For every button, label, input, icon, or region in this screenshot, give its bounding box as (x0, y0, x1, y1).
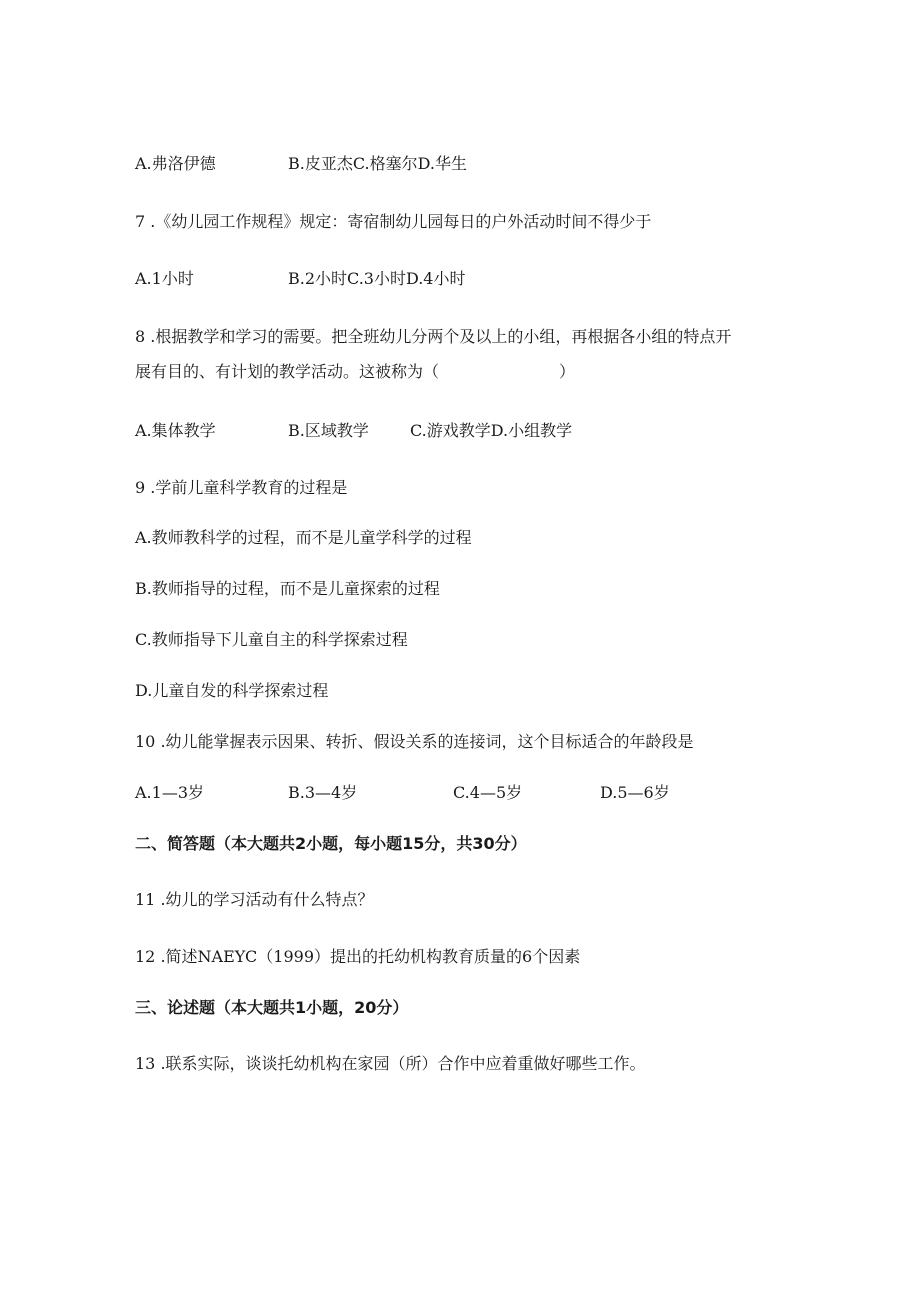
q9-option-d: D.儿童自发的科学探索过程 (135, 681, 329, 700)
q7-options (135, 269, 466, 289)
q10-stem: 10 .幼儿能掌握表示因果、转折、假设关系的连接词，这个目标适合的年龄段是 (135, 732, 694, 751)
q9-option-a: A.教师教科学的过程，而不是儿童学科学的过程 (135, 528, 472, 547)
q8-stem-line2-end: ） (559, 362, 576, 381)
q12-stem: 12 .简述NAEYC（1999）提出的托幼机构教育质量的6个因素 (135, 947, 581, 966)
q8-option-b: B.区域教学 (288, 421, 369, 440)
q8-stem-line2-start: 展有目的、有计划的教学活动。这被称为（ (135, 362, 440, 381)
q10-option-c: C.4—5岁 (453, 783, 523, 802)
q9-option-b: B.教师指导的过程，而不是儿童探索的过程 (135, 579, 440, 598)
q8-options-cd: C.游戏教学D.小组教学 (410, 421, 573, 440)
q6-options-rest: B.皮亚杰C.格塞尔D.华生 (288, 154, 467, 173)
section-heading-essay: 三、论述题（本大题共1小题，20分） (135, 998, 409, 1017)
q6-options (135, 154, 467, 174)
section-heading-short-answer: 二、简答题（本大题共2小题，每小题15分，共30分） (135, 834, 527, 853)
q10-option-a: A.1—3岁 (135, 783, 205, 802)
q11-stem: 11 .幼儿的学习活动有什么特点？ (135, 890, 374, 909)
q8-stem-line1: 8 .根据教学和学习的需要。把全班幼儿分两个及以上的小组，再根据各小组的特点开 (135, 327, 732, 346)
q7-options-rest: B.2小时C.3小时D.4小时 (288, 269, 466, 288)
q7-stem: 7 .《幼儿园工作规程》规定：寄宿制幼儿园每日的户外活动时间不得少于 (135, 212, 652, 231)
q10-option-d: D.5—6岁 (600, 783, 670, 802)
q10-option-b: B.3—4岁 (288, 783, 358, 802)
q13-stem: 13 .联系实际，谈谈托幼机构在家园（所）合作中应着重做好哪些工作。 (135, 1054, 646, 1073)
q7-option-a: A.1小时 (135, 269, 194, 288)
q8-options (135, 421, 573, 441)
q8-option-a: A.集体教学 (135, 421, 216, 440)
q6-option-a: A.弗洛伊德 (135, 154, 216, 173)
q9-option-c: C.教师指导下儿童自主的科学探索过程 (135, 630, 408, 649)
q9-stem: 9 .学前儿童科学教育的过程是 (135, 478, 348, 497)
q10-options (135, 783, 670, 803)
q8-stem-line2 (135, 362, 575, 382)
